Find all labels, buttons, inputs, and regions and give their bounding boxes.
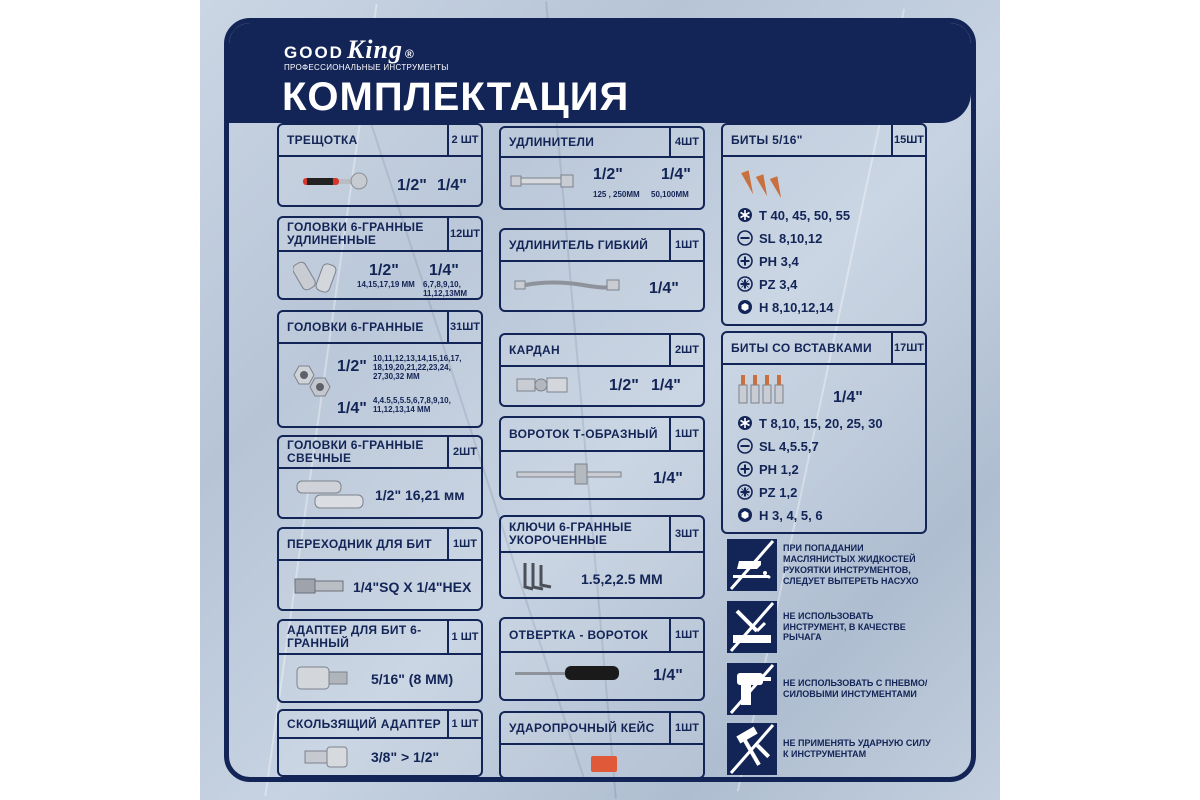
card-qty: 3ШТ: [669, 517, 703, 551]
size-detail: 10,11,12,13,14,15,16,17, 18,19,20,21,22,23,24, 27,30,32 ММ: [373, 354, 462, 382]
bit-type-label: H 3, 4, 5, 6: [759, 507, 823, 523]
brand-logo: [284, 35, 449, 72]
no-lever-icon: [727, 601, 777, 653]
item-card-t-handle: [499, 416, 705, 500]
card-qty: 1ШТ: [669, 418, 703, 450]
size-value: 1.5,2,2.5 ММ: [581, 571, 663, 587]
spark-plug-sockets-icon: [295, 477, 367, 511]
size-detail: 125 , 250ММ: [593, 190, 640, 199]
bit-type-label: T 40, 45, 50, 55: [759, 207, 851, 223]
bit-type-label: PZ 3,4: [759, 276, 798, 292]
bit-type-label: SL 4,5.5,7: [759, 438, 819, 454]
card-title: УДЛИНИТЕЛИ: [509, 134, 595, 149]
bit-type-row: [737, 438, 819, 454]
warning-item: [727, 723, 937, 775]
card-title: ОТВЕРТКА - ВОРОТОК: [509, 627, 649, 642]
size-value: 1/2": [609, 377, 639, 394]
size-detail: 6,7,8,9,10, 11,12,13ММ: [423, 280, 468, 299]
card-title: ГОЛОВКИ 6-ГРАННЫЕ СВЕЧНЫЕ: [287, 438, 424, 465]
card-title: ПЕРЕХОДНИК ДЛЯ БИТ: [287, 536, 432, 551]
item-card-ratchet: [277, 123, 483, 207]
copper-bits-icon: [739, 165, 799, 201]
size-value: 1/2": [369, 262, 399, 279]
warning-text: НЕ ИСПОЛЬЗОВАТЬ ИНСТРУМЕНТ, В КАЧЕСТВЕ РЫЧАГА: [783, 610, 906, 643]
pozidriv-icon: [737, 484, 753, 500]
item-card-hex-bit-adapter: [277, 619, 483, 703]
ratchet-icon: [301, 169, 371, 193]
card-title: ГОЛОВКИ 6-ГРАННЫЕ: [287, 319, 424, 334]
card-title: СКОЛЬЗЯЩИЙ АДАПТЕР: [287, 716, 441, 731]
warning-text: НЕ ПРИМЕНЯТЬ УДАРНУЮ СИЛУ К ИНСТРУМЕНТАМ: [783, 738, 931, 759]
content-frame: [224, 18, 976, 782]
bit-type-label: SL 8,10,12: [759, 230, 823, 246]
header: [229, 23, 971, 123]
card-qty: 1ШТ: [669, 619, 703, 651]
hex-keys-icon: [519, 559, 559, 595]
card-qty: 4ШТ: [669, 128, 703, 156]
card-title: УДЛИНИТЕЛЬ ГИБКИЙ: [509, 237, 649, 252]
card-qty: 31ШТ: [447, 312, 481, 342]
case-icon: [589, 753, 619, 775]
flex-extension-icon: [513, 276, 623, 294]
warning-item: [727, 539, 937, 591]
size-value: 1/4"SQ X 1/4"HEX: [353, 579, 472, 595]
size-value: 1/4": [337, 400, 367, 417]
bit-type-label: T 8,10, 15, 20, 25, 30: [759, 415, 883, 431]
card-qty: 2 ШТ: [447, 125, 481, 155]
warning-pictogram: [727, 539, 777, 591]
bit-type-label: PZ 1,2: [759, 484, 798, 500]
bit-type-row: [737, 207, 850, 223]
size-value: 1/4": [653, 667, 683, 684]
size-value: 1/4": [429, 262, 459, 279]
hex-icon: [737, 507, 753, 523]
card-qty: 15ШТ: [891, 125, 925, 155]
warning-pictogram: [727, 601, 777, 653]
brand-good: GOOD: [284, 43, 344, 62]
card-title: КЛЮЧИ 6-ГРАННЫЕ УКОРОЧЕННЫЕ: [509, 520, 633, 547]
card-qty: 1ШТ: [669, 230, 703, 260]
brand-reg: ®: [404, 47, 415, 61]
card-qty: 17ШТ: [891, 333, 925, 363]
insert-bits-icon: [735, 371, 795, 407]
extension-bar-icon: [509, 170, 579, 190]
page-title: КОМПЛЕКТАЦИЯ: [282, 75, 630, 119]
bit-type-row: [737, 253, 799, 269]
size-value: 5/16" (8 ММ): [371, 671, 454, 687]
card-title: ТРЕЩОТКА: [287, 132, 358, 147]
warning-item: [727, 601, 937, 653]
card-title: УДАРОПРОЧНЫЙ КЕЙС: [509, 720, 655, 735]
size-value: 1/4": [653, 470, 683, 487]
sliding-adapter-icon: [303, 745, 353, 769]
universal-joint-icon: [515, 373, 571, 397]
no-hammer-icon: [727, 723, 777, 775]
size-value: 1/4": [651, 377, 681, 394]
bit-type-row: [737, 461, 799, 477]
size-value: 1/4": [661, 166, 691, 183]
card-qty: 1 ШТ: [447, 621, 481, 653]
item-card-flex-extension: [499, 228, 705, 312]
warning-text: НЕ ИСПОЛЬЗОВАТЬ С ПНЕВМО/СИЛОВЫМИ ИНСТУМЕНТАМИ: [783, 678, 928, 699]
poster: [200, 0, 1000, 800]
size-value: 1/4": [833, 389, 863, 406]
size-detail: 50,100ММ: [651, 190, 689, 199]
torx-icon: [737, 207, 753, 223]
bit-type-label: PH 3,4: [759, 253, 799, 269]
card-qty: 1ШТ: [447, 529, 481, 559]
item-card-screwdriver: [499, 617, 705, 701]
oil-warning-icon: [727, 539, 777, 591]
phillips-icon: [737, 253, 753, 269]
size-value: 1/4": [437, 177, 467, 194]
item-card-hex-keys: [499, 515, 705, 599]
card-title: АДАПТЕР ДЛЯ БИТ 6-ГРАННЫЙ: [287, 623, 422, 650]
size-value: 1/2": [337, 358, 367, 375]
size-value: 1/4": [649, 280, 679, 297]
bit-adapter-icon: [293, 575, 347, 597]
card-qty: 1 ШТ: [447, 711, 481, 737]
pozidriv-icon: [737, 276, 753, 292]
hex-bit-adapter-icon: [295, 663, 351, 693]
size-value: 1/2": [593, 166, 623, 183]
card-title: ВОРОТОК Т-ОБРАЗНЫЙ: [509, 426, 658, 441]
item-card-sockets: [277, 310, 483, 428]
item-card-universal-joint: [499, 333, 705, 407]
warning-item: [727, 663, 937, 715]
brand-tagline: ПРОФЕССИОНАЛЬНЫЕ ИНСТРУМЕНТЫ: [284, 63, 449, 72]
phillips-icon: [737, 461, 753, 477]
size-detail: 14,15,17,19 ММ: [357, 280, 415, 289]
card-title: КАРДАН: [509, 342, 560, 357]
hex-icon: [737, 299, 753, 315]
torx-icon: [737, 415, 753, 431]
bit-type-label: H 8,10,12,14: [759, 299, 834, 315]
card-title: БИТЫ 5/16": [731, 132, 803, 147]
bit-type-row: [737, 299, 833, 315]
screwdriver-icon: [513, 663, 623, 683]
item-card-bits-5-16: [721, 123, 927, 326]
brand-king: King: [346, 35, 403, 64]
item-card-case: [499, 711, 705, 779]
warning-text: ПРИ ПОПАДАНИИ МАСЛЯНИСТЫХ ЖИДКОСТЕЙ РУКОЯТКИ ИНСТРУМЕНТОВ, СЛЕДУЕТ ВЫТЕРЕТЬ НАСУХО: [783, 543, 919, 586]
bit-type-row: [737, 484, 797, 500]
warning-pictogram: [727, 663, 777, 715]
card-qty: 2ШТ: [447, 437, 481, 467]
sockets-icon: [287, 362, 337, 402]
card-qty: 2ШТ: [669, 335, 703, 365]
item-card-extensions: [499, 126, 705, 210]
bit-type-row: [737, 507, 823, 523]
item-card-deep-sockets: [277, 216, 483, 300]
size-detail: 4,4.5,5,5.5,6,7,8,9,10, 11,12,13,14 ММ: [373, 396, 451, 415]
slotted-icon: [737, 438, 753, 454]
item-card-bit-adapter: [277, 527, 483, 611]
bit-type-row: [737, 230, 822, 246]
card-qty: 12ШТ: [447, 218, 481, 250]
item-card-bits-holder: [721, 331, 927, 534]
item-card-sliding-adapter: [277, 709, 483, 777]
bit-type-row: [737, 415, 883, 431]
warning-pictogram: [727, 723, 777, 775]
slotted-icon: [737, 230, 753, 246]
bit-type-label: PH 1,2: [759, 461, 799, 477]
card-title: ГОЛОВКИ 6-ГРАННЫЕ УДЛИНЕННЫЕ: [287, 220, 424, 247]
card-qty: 1ШТ: [669, 713, 703, 743]
no-power-tool-icon: [727, 663, 777, 715]
card-title: БИТЫ СО ВСТАВКАМИ: [731, 340, 872, 355]
size-value: 1/2": [397, 177, 427, 194]
size-value: 3/8" > 1/2": [371, 749, 440, 765]
size-value: 1/2" 16,21 мм: [375, 487, 465, 503]
deep-sockets-icon: [293, 256, 353, 296]
bit-type-row: [737, 276, 797, 292]
t-handle-icon: [515, 460, 627, 486]
item-card-spark-plug-sockets: [277, 435, 483, 519]
